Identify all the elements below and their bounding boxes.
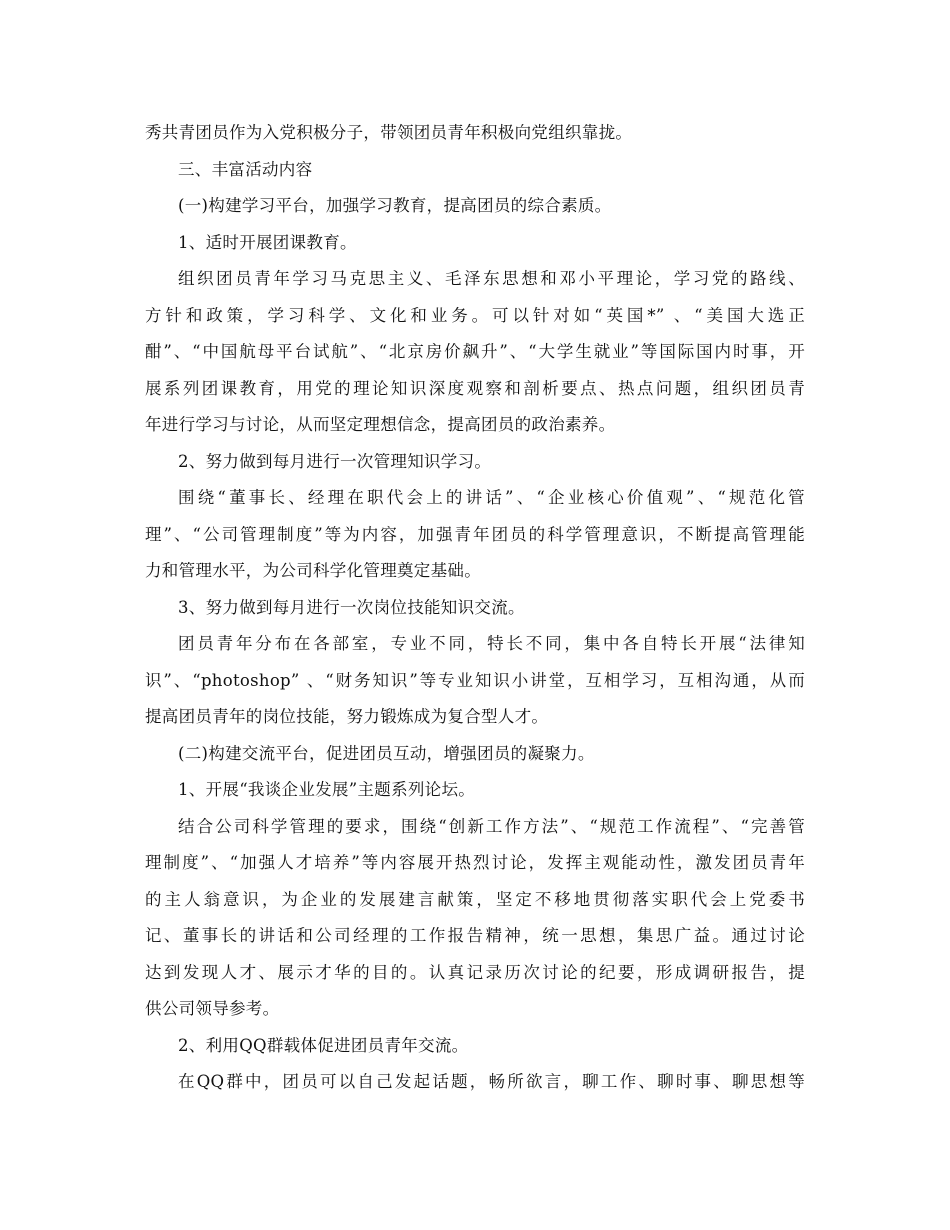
item-heading: 1、开展“我谈企业发展”主题系列论坛。: [178, 780, 476, 799]
item-heading: 2、利用QQ群载体促进团员青年交流。: [178, 1035, 469, 1055]
text-line: 理制度”、“加强人才培养”等内容展开热烈讨论，发挥主观能动性，激发团员青年: [145, 853, 805, 872]
text-line: 秀共青团员作为入党积极分子，带领团员青年积极向党组织靠拢。: [145, 123, 633, 142]
text-line: 结合公司科学管理的要求，围绕“创新工作方法”、“规范工作流程”、“完善管: [178, 816, 805, 836]
text-line: 组织团员青年学习马克思主义、毛泽东思想和邓小平理论，学习党的路线、: [178, 269, 805, 288]
section-heading: 三、丰富活动内容: [178, 159, 313, 179]
text-line: 达到发现人才、展示才华的目的。认真记录历次讨论的纪要，形成调研报告，提: [145, 962, 805, 982]
subsection-heading: (二)构建交流平台，促进团员互动，增强团员的凝聚力。: [178, 743, 595, 763]
text-line: 方针和政策，学习科学、文化和业务。可以针对如“英国*” 、“美国大选正: [145, 305, 805, 325]
text-line: 提高团员青年的岗位技能，努力锻炼成为复合型人才。: [145, 707, 549, 726]
text-line: 年进行学习与讨论，从而坚定理想信念，提高团员的政治素养。: [145, 415, 616, 434]
text-line: 力和管理水平，为公司科学化管理奠定基础。: [145, 561, 481, 580]
text-line: 在QQ群中，团员可以自己发起话题，畅所欲言，聊工作、聊时事、聊思想等: [178, 1072, 805, 1091]
text-line: 酣”、“中国航母平台试航”、“北京房价飙升”、“大学生就业”等国际国内时事，开: [145, 342, 805, 361]
text-line: 展系列团课教育，用党的理论知识深度观察和剖析要点、热点问题，组织团员青: [145, 378, 805, 398]
document-page: [145, 115, 805, 1101]
item-heading: 2、努力做到每月进行一次管理知识学习。: [178, 451, 492, 471]
item-heading: 1、适时开展团课教育。: [178, 232, 357, 252]
item-heading: 3、努力做到每月进行一次岗位技能知识交流。: [178, 597, 525, 617]
text-line: 围绕“董事长、经理在职代会上的讲话”、“企业核心价值观”、“规范化管: [178, 488, 805, 507]
subsection-heading: (一)构建学习平台，加强学习教育，提高团员的综合素质。: [178, 196, 612, 215]
text-line: 理”、“公司管理制度”等为内容，加强青年团员的科学管理意识，不断提高管理能: [145, 524, 805, 544]
text-line: 识”、“photoshop” 、“财务知识”等专业知识小讲堂，互相学习，互相沟通，从而: [145, 670, 805, 690]
text-line: 的主人翁意识，为企业的发展建言献策，坚定不移地贯彻落实职代会上党委书: [145, 889, 805, 909]
text-line: 供公司领导参考。: [145, 999, 280, 1018]
text-line: 团员青年分布在各部室，专业不同，特长不同，集中各自特长开展“法律知: [178, 634, 805, 653]
text-line: 记、董事长的讲话和公司经理的工作报告精神，统一思想，集思广益。通过讨论: [145, 926, 805, 945]
